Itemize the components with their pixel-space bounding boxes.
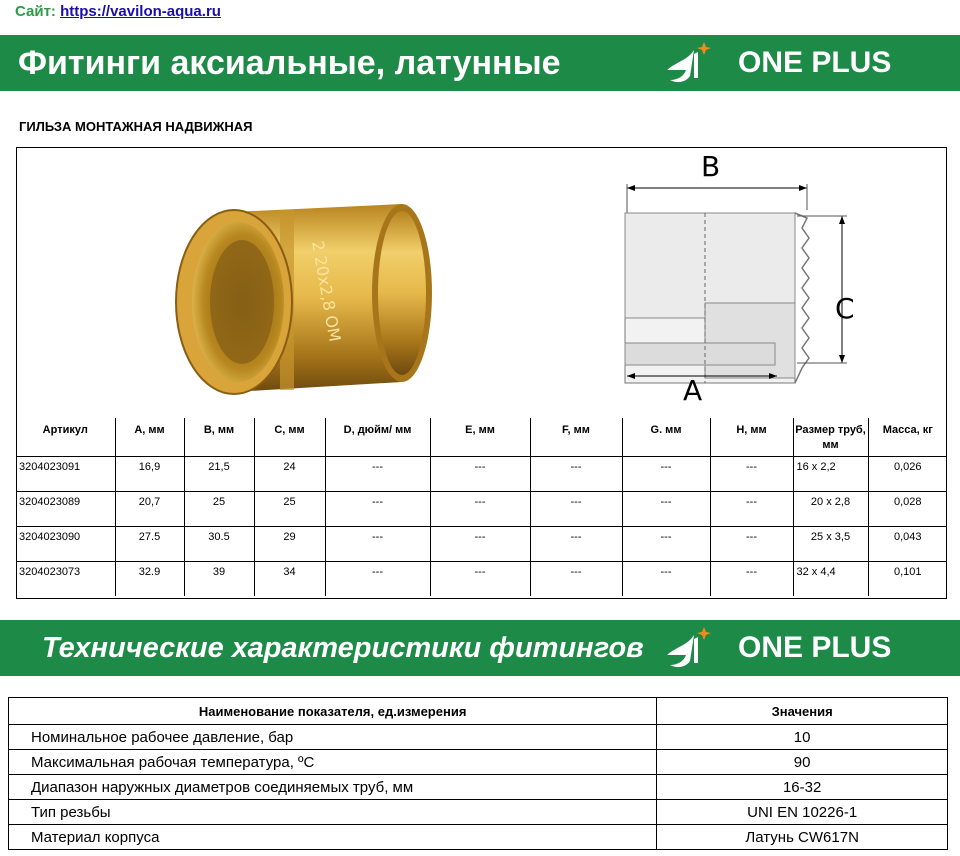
tech-table [8, 697, 948, 850]
parameter-value: Латунь CW617N [657, 825, 948, 850]
column-header: F, мм [530, 418, 622, 456]
table-cell: 34 [254, 561, 325, 596]
dimension-c-label: C [835, 292, 855, 325]
tech-banner [0, 620, 960, 676]
section-title: ГИЛЬЗА МОНТАЖНАЯ НАДВИЖНАЯ [19, 119, 253, 134]
column-header: B, мм [184, 418, 254, 456]
table-cell: 20,7 [115, 491, 184, 526]
column-header: H, мм [710, 418, 793, 456]
table-cell: --- [530, 456, 622, 491]
one-plus-logo-icon [664, 625, 712, 673]
parameter-value: 16-32 [657, 775, 948, 800]
table-cell: 0,043 [868, 526, 947, 561]
column-header: A, мм [115, 418, 184, 456]
table-row [16, 561, 947, 596]
table-cell: 3204023089 [16, 491, 115, 526]
column-header: Наименование показателя, ед.измерения [9, 698, 657, 725]
parameter-value: UNI EN 10226-1 [657, 800, 948, 825]
table-cell: 29 [254, 526, 325, 561]
table-cell: 25 [184, 491, 254, 526]
parameter-name: Номинальное рабочее давление, бар [9, 725, 657, 750]
table-cell: 16,9 [115, 456, 184, 491]
table-cell: 20 х 2,8 [793, 491, 868, 526]
page-title: Фитинги аксиальные, латунные [18, 44, 561, 82]
table-cell: --- [530, 491, 622, 526]
table-row [9, 750, 948, 775]
column-header: G. мм [622, 418, 710, 456]
brand-name: ONE PLUS [738, 46, 892, 79]
table-cell: 3204023090 [16, 526, 115, 561]
table-cell: 32 х 4,4 [793, 561, 868, 596]
table-cell: 0,028 [868, 491, 947, 526]
parameter-name: Тип резьбы [9, 800, 657, 825]
table-cell: --- [622, 456, 710, 491]
parameter-name: Материал корпуса [9, 825, 657, 850]
table-row [9, 775, 948, 800]
table-cell: --- [325, 561, 430, 596]
header-banner [0, 35, 960, 91]
column-header: Размер труб, мм [793, 418, 868, 456]
table-cell: --- [622, 491, 710, 526]
dimension-a-label: A [683, 374, 703, 407]
table-cell: --- [430, 456, 530, 491]
table-row [16, 491, 947, 526]
technical-drawing [597, 148, 877, 413]
table-cell: 25 х 3,5 [793, 526, 868, 561]
table-cell: --- [622, 561, 710, 596]
table-row [9, 825, 948, 850]
parameter-value: 90 [657, 750, 948, 775]
table-cell: --- [325, 456, 430, 491]
site-line [15, 3, 221, 20]
table-cell: --- [430, 526, 530, 561]
table-cell: --- [710, 526, 793, 561]
one-plus-logo-icon [664, 40, 712, 88]
table-cell: --- [430, 491, 530, 526]
spec-header-row [16, 418, 947, 456]
column-header: Масса, кг [868, 418, 947, 456]
table-cell: 32.9 [115, 561, 184, 596]
column-header: Артикул [16, 418, 115, 456]
table-cell: --- [530, 561, 622, 596]
table-cell: --- [710, 456, 793, 491]
table-row [9, 725, 948, 750]
photo-engraving: 2 20x2,8 OM [308, 239, 345, 344]
tech-header-row [9, 698, 948, 725]
column-header: Значения [657, 698, 948, 725]
table-cell: 3204023091 [16, 456, 115, 491]
spec-table [16, 418, 947, 596]
table-cell: --- [325, 491, 430, 526]
table-cell: --- [622, 526, 710, 561]
column-header: E, мм [430, 418, 530, 456]
parameter-value: 10 [657, 725, 948, 750]
brand-name: ONE PLUS [738, 631, 892, 664]
table-cell: --- [325, 526, 430, 561]
dimension-b-label: B [701, 150, 721, 183]
table-cell: 30.5 [184, 526, 254, 561]
table-cell: 16 х 2,2 [793, 456, 868, 491]
parameter-name: Максимальная рабочая температура, ºС [9, 750, 657, 775]
table-cell: 0,101 [868, 561, 947, 596]
column-header: D, дюйм/ мм [325, 418, 430, 456]
site-link[interactable]: https://vavilon-aqua.ru [60, 3, 221, 20]
table-cell: 39 [184, 561, 254, 596]
table-cell: 24 [254, 456, 325, 491]
table-row [9, 800, 948, 825]
table-cell: 27.5 [115, 526, 184, 561]
table-row [16, 526, 947, 561]
table-cell: 21,5 [184, 456, 254, 491]
table-cell: --- [710, 491, 793, 526]
table-cell: 3204023073 [16, 561, 115, 596]
table-cell: --- [530, 526, 622, 561]
parameter-name: Диапазон наружных диаметров соединяемых труб, мм [9, 775, 657, 800]
table-cell: --- [430, 561, 530, 596]
table-cell: 0,026 [868, 456, 947, 491]
site-label: Сайт: [15, 3, 56, 20]
table-row [16, 456, 947, 491]
table-cell: 25 [254, 491, 325, 526]
table-cell: --- [710, 561, 793, 596]
product-photo [162, 182, 452, 412]
tech-section-title: Технические характеристики фитингов [42, 632, 644, 664]
column-header: C, мм [254, 418, 325, 456]
